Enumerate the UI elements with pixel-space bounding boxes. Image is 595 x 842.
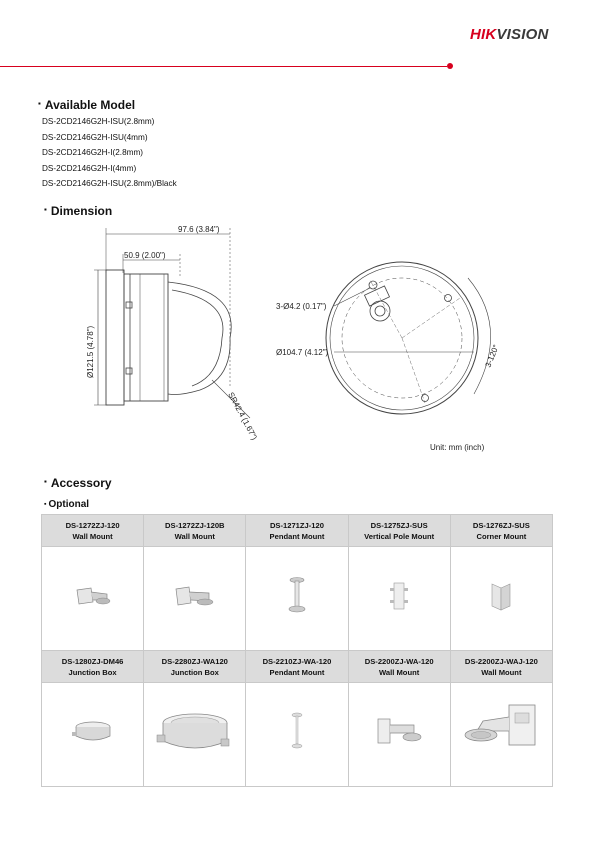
- list-item: DS-2CD2146G2H-I(2.8mm): [42, 148, 144, 157]
- accessory-image-cell: [450, 683, 552, 787]
- table-row: [42, 515, 553, 547]
- header-rule: [0, 66, 447, 67]
- accessory-image-cell: [42, 683, 144, 787]
- pendant-mount-icon: [289, 712, 305, 752]
- model-list: [42, 114, 177, 192]
- pole-mount-icon: [388, 580, 410, 612]
- accessory-header-cell: DS-1275ZJ-SUS Vertical Pole Mount: [348, 515, 450, 547]
- wall-mount-icon: [374, 715, 424, 749]
- junction-box-icon: [71, 718, 115, 746]
- corner-mount-icon: [489, 580, 513, 612]
- accessory-header-cell: DS-2210ZJ-WA-120 Pendant Mount: [246, 651, 348, 683]
- list-item: DS-2CD2146G2H-ISU(4mm): [42, 132, 148, 142]
- width-total-label: 97.6 (3.84"): [178, 225, 220, 234]
- accessory-header-cell: DS-1272ZJ-120B Wall Mount: [144, 515, 246, 547]
- junction-box-icon: [155, 709, 235, 755]
- bullet-icon: ▪: [44, 501, 47, 508]
- accessory-header-cell: DS-1272ZJ-120 Wall Mount: [42, 515, 144, 547]
- brand-logo: HIKVISION: [470, 26, 549, 43]
- accessory-header-cell: DS-2280ZJ-WA120 Junction Box: [144, 651, 246, 683]
- side-view: [94, 228, 250, 418]
- dimension-heading: ▪ Dimension: [44, 204, 113, 218]
- dimension-drawing: [80, 218, 520, 463]
- height-label: Ø121.5 (4.78"): [86, 325, 95, 378]
- accessory-image-cell: [144, 547, 246, 651]
- list-item: DS-2CD2146G2H-ISU(2.8mm): [42, 117, 155, 126]
- table-row: [42, 651, 553, 683]
- accessory-image-cell: [246, 683, 348, 787]
- accessory-image-cell: [246, 547, 348, 651]
- accessory-header-cell: DS-2200ZJ-WA-120 Wall Mount: [348, 651, 450, 683]
- optional-heading: ▪ Optional: [44, 499, 90, 510]
- list-item: DS-2CD2146G2H-ISU(2.8mm)/Black: [42, 179, 177, 188]
- accessory-image-cell: [450, 547, 552, 651]
- accessory-heading: ▪ Accessory: [44, 476, 112, 490]
- holes-label: 3-Ø4.2 (0.17"): [276, 302, 327, 311]
- table-row: [42, 683, 553, 787]
- table-row: [42, 547, 553, 651]
- unit-label: Unit: mm (inch): [430, 443, 485, 452]
- wall-mount-icon: [73, 584, 113, 608]
- width-inner-label: 50.9 (2.00"): [124, 251, 166, 260]
- top-view: [326, 262, 491, 414]
- angle-label: 3-120°: [483, 343, 501, 369]
- accessory-header-cell: DS-2200ZJ-WAJ-120 Wall Mount: [450, 651, 552, 683]
- wall-mount-icon: [461, 703, 541, 761]
- hole-circle-label: Ø104.7 (4.12"): [276, 348, 329, 357]
- bullet-icon: ▪: [38, 99, 41, 109]
- accessory-header-cell: DS-1280ZJ-DM46 Junction Box: [42, 651, 144, 683]
- sphere-radius-label: SR42.4 (1.67"): [226, 390, 259, 442]
- accessory-image-cell: [348, 683, 450, 787]
- accessory-header-cell: DS-1276ZJ-SUS Corner Mount: [450, 515, 552, 547]
- accessory-image-cell: [144, 683, 246, 787]
- header-rule-dot: [447, 63, 453, 69]
- accessory-image-cell: [348, 547, 450, 651]
- list-item: DS-2CD2146G2H-I(4mm): [42, 163, 137, 173]
- accessory-header-cell: DS-1271ZJ-120 Pendant Mount: [246, 515, 348, 547]
- accessory-image-cell: [42, 547, 144, 651]
- wall-mount-icon: [173, 583, 217, 609]
- bullet-icon: ▪: [44, 477, 47, 487]
- available-model-heading: ▪ Available Model: [38, 98, 136, 112]
- pendant-mount-icon: [285, 576, 309, 616]
- bullet-icon: ▪: [44, 205, 47, 215]
- accessory-table: [41, 514, 553, 787]
